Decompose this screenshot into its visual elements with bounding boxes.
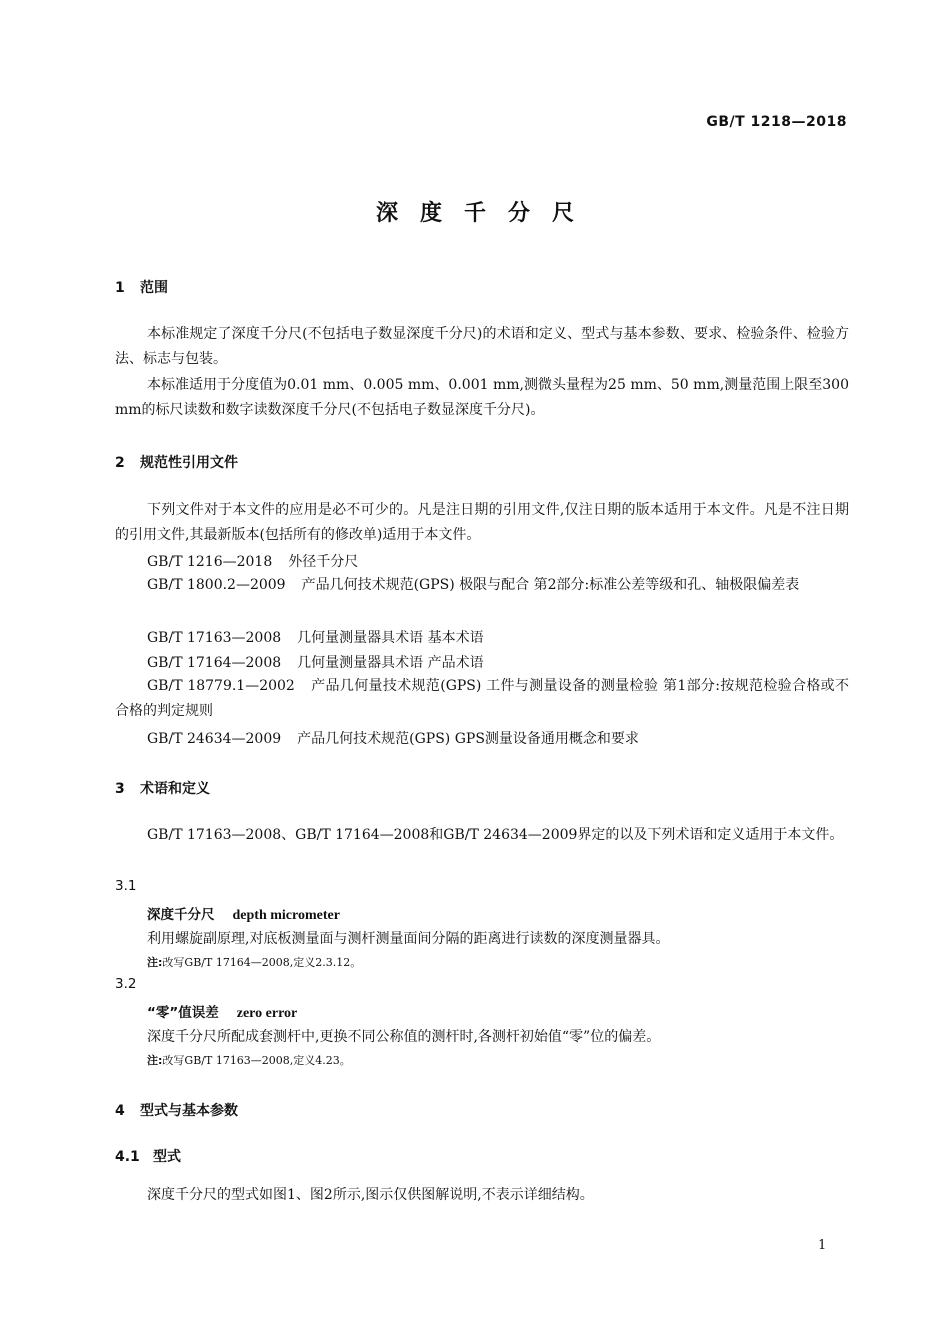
subsection-4-1-heading [115,1146,181,1166]
term-entry [147,1001,297,1022]
reference-code: GB/T 18779.1—2002 [147,678,295,694]
section-number: 2 [115,455,125,471]
term-note [147,954,361,970]
section-title: 型式与基本参数 [140,1103,238,1119]
scope-paragraph-1: 本标准规定了深度千分尺(不包括电子数显深度千分尺)的术语和定义、型式与基本参数、要求、检验条件、检验方法、标志与包装。 [115,326,849,367]
section-1-heading [115,277,168,297]
term-chinese: 深度千分尺 [147,907,215,923]
subsection-number: 4.1 [115,1149,140,1165]
reference-code: GB/T 1216—2018 [147,554,273,570]
reference-item [147,652,484,672]
section-title: 术语和定义 [140,781,210,797]
section-number: 3 [115,781,125,797]
section-number: 1 [115,280,125,296]
term-number: 3.1 [115,878,137,894]
term-entry [147,903,340,924]
references-intro: 下列文件对于本文件的应用是必不可少的。凡是注日期的引用文件,仅注日期的版本适用于本文件。凡是不注日期的引用文件,其最新版本(包括所有的修改单)适用于本文件。 [115,502,849,543]
reference-item [115,674,849,724]
reference-title: 产品几何技术规范(GPS) 极限与配合 第2部分:标准公差等级和孔、轴极限偏差表 [301,577,800,593]
note-text: 改写GB/T 17163—2008,定义4.23。 [162,1054,351,1067]
document-title: 深度千分尺 [375,201,596,226]
reference-item [147,627,484,647]
term-definition: 利用螺旋副原理,对底板测量面与测杆测量面间分隔的距离进行读数的深度测量器具。 [147,931,670,947]
term-chinese: “零”值误差 [147,1005,219,1021]
note-text: 改写GB/T 17164—2008,定义2.3.12。 [162,956,362,969]
term-number: 3.2 [115,976,137,992]
term-english: depth micrometer [232,908,340,923]
term-definition: 深度千分尺所配成套测杆中,更换不同公称值的测杆时,各测杆初始值“零”位的偏差。 [147,1029,661,1045]
section-3-heading [115,778,210,798]
reference-code: GB/T 17164—2008 [147,655,282,671]
standard-code: GB/T 1218—2018 [706,114,847,130]
reference-title: 产品几何量技术规范(GPS) 工件与测量设备的测量检验 第1部分:按规范检验合格或不合格的判定规则 [115,678,850,719]
reference-item [115,573,849,598]
reference-code: GB/T 17163—2008 [147,630,282,646]
type-description: 深度千分尺的型式如图1、图2所示,图示仅供图解说明,不表示详细结构。 [147,1187,594,1203]
reference-title: 产品几何技术规范(GPS) GPS测量设备通用概念和要求 [297,731,639,747]
section-number: 4 [115,1103,125,1119]
subsection-title: 型式 [153,1149,181,1165]
terms-intro: GB/T 17163—2008、GB/T 17164—2008和GB/T 24634—2009界定的以及下列术语和定义适用于本文件。 [147,827,844,843]
section-title: 范围 [140,280,168,296]
reference-title: 外径千分尺 [288,554,359,570]
section-2-heading [115,452,238,472]
section-title: 规范性引用文件 [140,455,238,471]
note-label: 注: [147,1054,163,1067]
section-4-heading [115,1100,238,1120]
page-number: 1 [818,1238,827,1253]
term-english: zero error [236,1006,298,1021]
reference-title: 几何量测量器具术语 基本术语 [297,630,484,646]
reference-title: 几何量测量器具术语 产品术语 [297,655,484,671]
reference-item [147,728,639,748]
reference-code: GB/T 24634—2009 [147,731,282,747]
term-note [147,1052,351,1068]
reference-code: GB/T 1800.2—2009 [147,577,286,593]
note-label: 注: [147,956,163,969]
scope-paragraph-2: 本标准适用于分度值为0.01 mm、0.005 mm、0.001 mm,测微头量程为25 mm、50 mm,测量范围上限至300 mm的标尺读数和数字读数深度千分尺(不包括电子数显深度千分尺)。 [115,377,849,418]
reference-item [147,551,358,571]
